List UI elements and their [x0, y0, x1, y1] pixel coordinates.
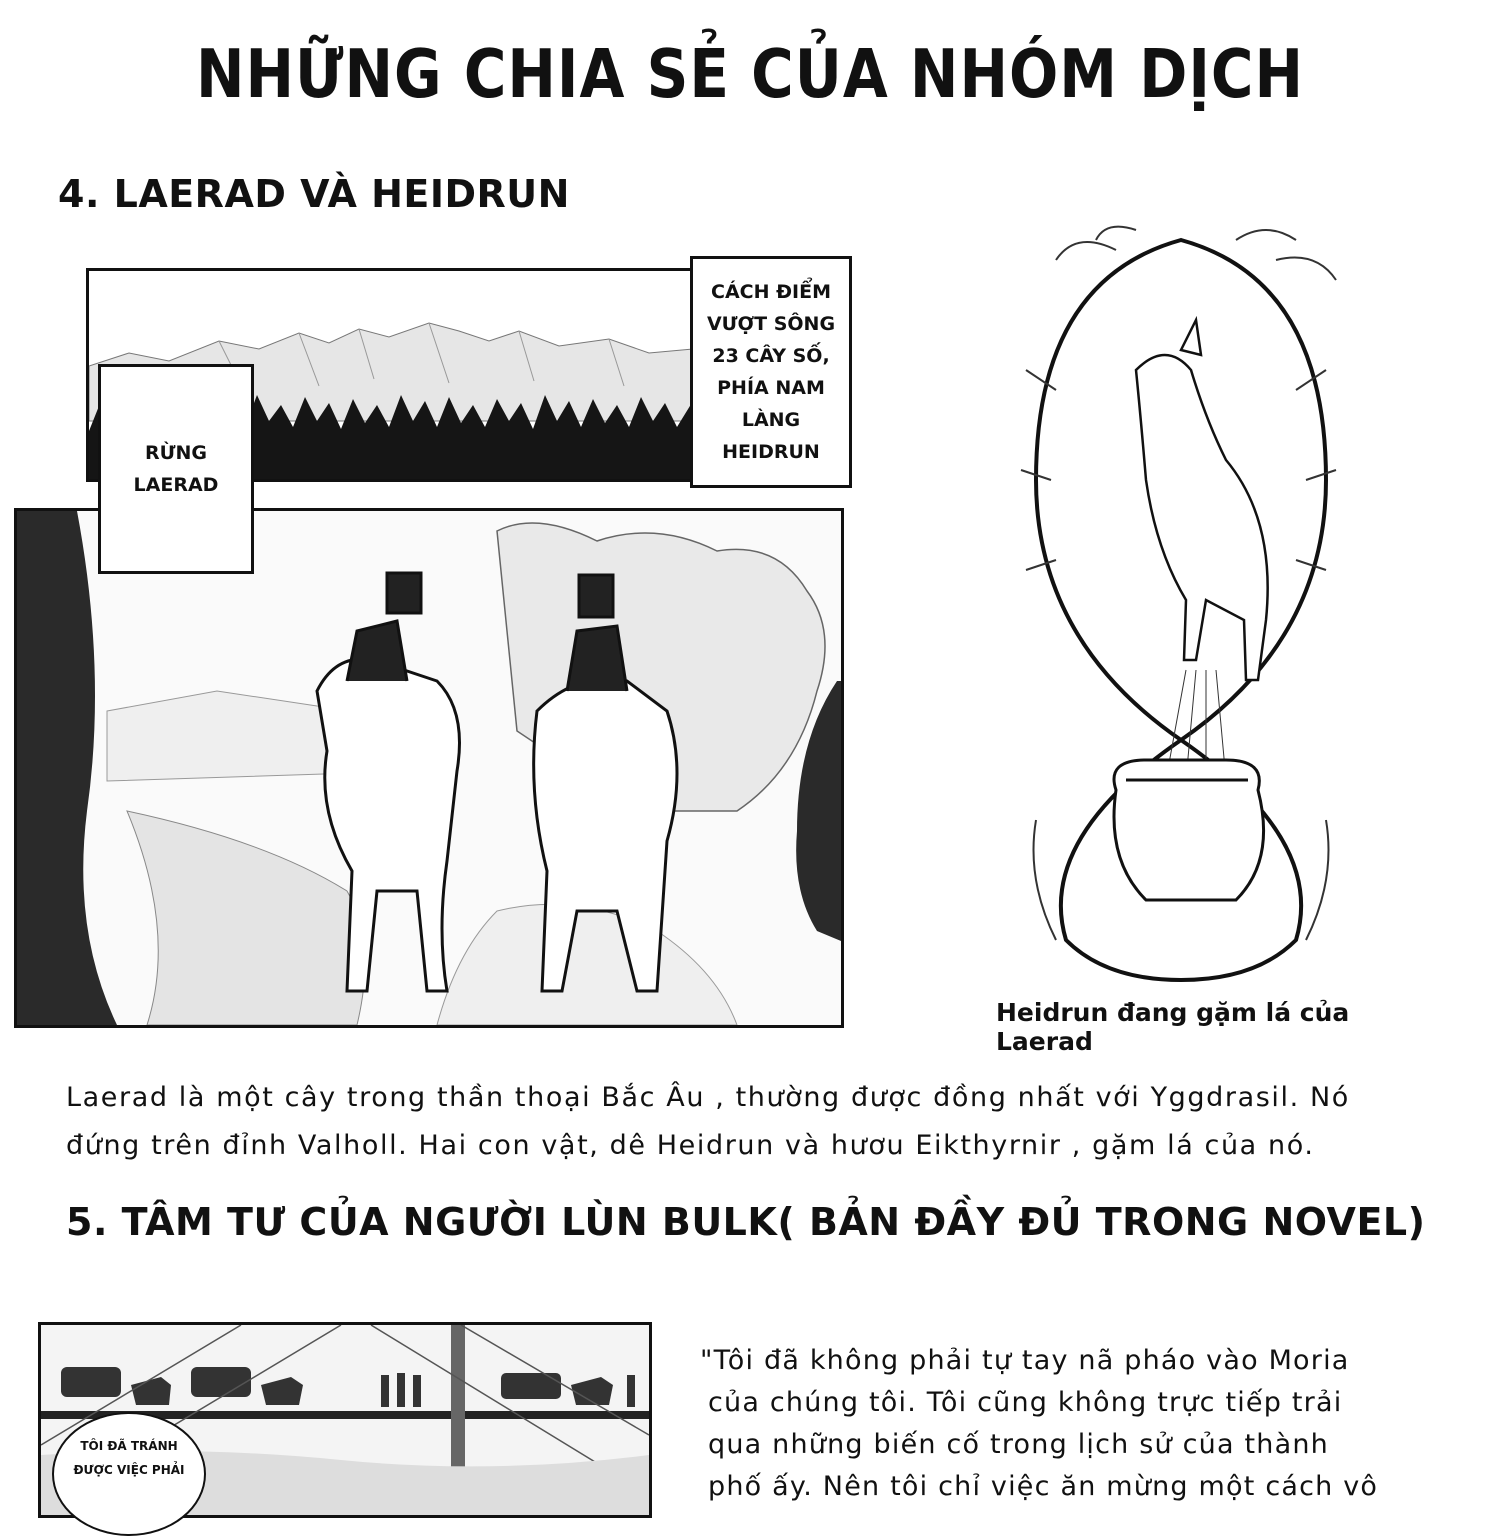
location-caption-line: LÀNG — [741, 409, 801, 431]
location-caption-line: PHÍA NAM — [717, 377, 825, 399]
riders-panel — [14, 508, 844, 1028]
quote-line: của chúng tôi. Tôi cũng không trực tiếp trải — [708, 1387, 1343, 1418]
page-title: NHỮNG CHIA SẺ CỦA NHÓM DỊCH — [195, 34, 1305, 114]
bubble-line: TÔI ĐÃ TRÁNH — [80, 1439, 178, 1453]
riders-illustration — [17, 511, 841, 1025]
section-heading-4: 4. LAERAD VÀ HEIDRUN — [58, 172, 570, 216]
location-caption-line: VƯỢT SÔNG — [706, 313, 836, 335]
location-caption-box — [690, 256, 852, 488]
body-line: Laerad là một cây trong thần thoại Bắc Âu , thường được đồng nhất với Yggdrasil. Nó — [66, 1082, 1350, 1113]
figure-caption: Heidrun đang gặm lá của Laerad — [996, 998, 1350, 1056]
forest-caption-box — [98, 364, 254, 574]
laerad-description — [66, 1074, 1486, 1170]
location-caption-line: 23 CÂY SỐ, — [712, 345, 830, 367]
goat-and-tree-illustration — [996, 220, 1366, 990]
forest-caption-line: RỪNG — [144, 442, 207, 464]
quote-line: qua những biến cố trong lịch sử của thành — [708, 1429, 1329, 1460]
bubble-line: ĐƯỢC VIỆC PHẢI — [73, 1463, 185, 1477]
location-caption-line: CÁCH ĐIỂM — [711, 281, 831, 303]
forest-caption-line: LAERAD — [133, 474, 219, 496]
location-caption-line: HEIDRUN — [722, 441, 820, 463]
quote-line: phố ấy. Nên tôi chỉ việc ăn mừng một cách vô — [708, 1471, 1379, 1502]
heidrun-illustration — [996, 220, 1366, 990]
body-line: đứng trên đỉnh Valholl. Hai con vật, dê Heidrun và hươu Eikthyrnir , gặm lá của nó. — [66, 1130, 1315, 1161]
bulk-quote — [700, 1340, 1490, 1508]
quote-line: "Tôi đã không phải tự tay nã pháo vào Moria — [700, 1345, 1350, 1376]
speech-bubble — [52, 1412, 206, 1536]
section-heading-5: 5. TÂM TƯ CỦA NGƯỜI LÙN BULK( BẢN ĐẦY ĐỦ TRONG NOVEL) — [66, 1200, 1426, 1244]
